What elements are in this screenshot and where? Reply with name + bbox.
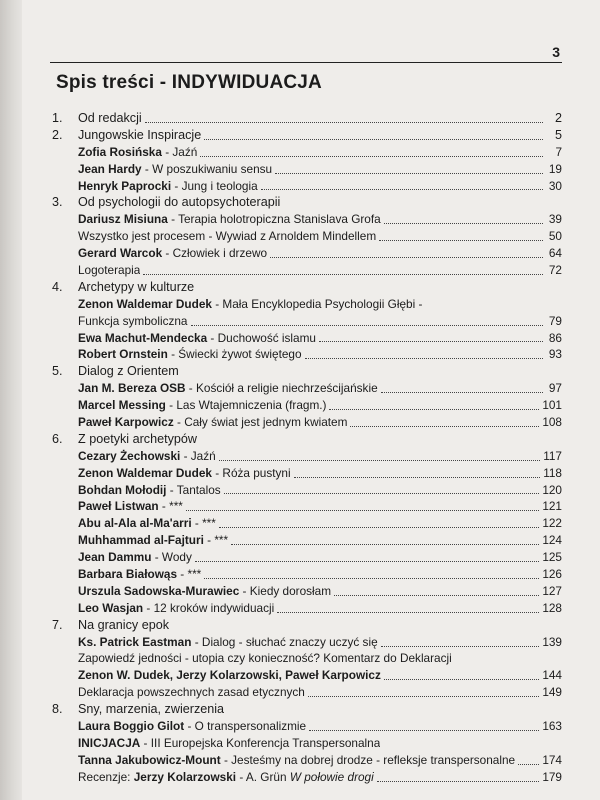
header-rule xyxy=(50,62,562,63)
entry-text xyxy=(78,532,228,549)
toc-entry-row xyxy=(52,330,562,347)
entry-text xyxy=(78,667,381,684)
dot-leader xyxy=(261,188,543,190)
toc-entry-row xyxy=(52,448,562,465)
page-ref: 163 xyxy=(542,719,562,734)
toc-entry-row xyxy=(52,515,562,532)
entry-text xyxy=(78,313,188,330)
entry-title: Zapowiedź jedności - utopia czy konieczność? Komentarz do Deklaracji xyxy=(78,651,452,666)
entry-title: - *** xyxy=(177,567,202,582)
table-of-contents xyxy=(52,110,562,786)
entry-text xyxy=(78,414,347,431)
toc-section-row xyxy=(52,279,562,296)
entry-title: - Kościół a religie niechrześcijańskie xyxy=(185,381,378,396)
section-title: Archetypy w kulturze xyxy=(78,279,195,294)
entry-author: Henryk Paprocki xyxy=(78,178,172,193)
title-main: INDYWIDUACJA xyxy=(171,72,322,93)
page-ref: 117 xyxy=(543,448,562,463)
page-ref: 121 xyxy=(542,499,562,514)
entry-author: Tanna Jakubowicz-Mount xyxy=(78,752,221,767)
page-ref: 126 xyxy=(542,567,562,582)
dot-leader xyxy=(277,611,539,613)
page-ref: 50 xyxy=(548,229,562,244)
dot-leader xyxy=(219,526,539,528)
toc-section-row xyxy=(52,363,562,380)
page-ref: 101 xyxy=(542,398,562,413)
section-number: 5. xyxy=(52,364,63,379)
toc-entry-row xyxy=(52,651,562,668)
dot-leader xyxy=(381,645,540,647)
dot-leader xyxy=(275,172,543,174)
dot-leader xyxy=(294,476,541,478)
entry-author: Ks. Patrick Eastman xyxy=(78,634,192,649)
toc-entry-row xyxy=(52,583,562,600)
book-spine xyxy=(0,0,23,800)
toc-entry-row xyxy=(52,313,562,330)
toc-entry-row xyxy=(52,684,562,701)
toc-entry-row xyxy=(52,380,562,397)
toc-entry-row xyxy=(52,667,562,684)
dot-leader xyxy=(231,543,539,545)
dot-leader xyxy=(224,492,540,494)
dot-leader xyxy=(204,577,539,579)
entry-title: - Świecki żywot świętego xyxy=(167,347,302,362)
section-title: Dialog z Orientem xyxy=(78,364,179,379)
toc-entry-row xyxy=(52,245,562,262)
toc-entry-row xyxy=(52,600,562,617)
page-ref: 79 xyxy=(548,313,562,328)
entry-author: Gerard Warcok xyxy=(78,246,163,261)
dot-leader xyxy=(219,459,540,461)
entry-title: Deklaracja powszechnych zasad etycznych xyxy=(78,685,305,700)
entry-text xyxy=(78,701,224,718)
entry-title: - *** xyxy=(191,516,216,531)
dot-leader xyxy=(305,357,543,359)
entry-text xyxy=(78,735,380,752)
entry-title: - Jung i teologia xyxy=(171,178,258,193)
toc-entry-row xyxy=(52,346,562,363)
toc-entry-row xyxy=(52,735,562,752)
entry-title: - *** xyxy=(203,533,229,548)
section-number: 4. xyxy=(52,279,63,294)
page-ref: 179 xyxy=(542,769,562,784)
page-ref: 118 xyxy=(543,465,562,480)
toc-section-row xyxy=(52,194,562,211)
dot-leader xyxy=(195,560,539,562)
page-ref: 124 xyxy=(542,533,562,548)
entry-text xyxy=(78,566,201,583)
entry-text xyxy=(78,583,331,600)
page-title xyxy=(56,72,322,94)
dot-leader xyxy=(350,425,539,427)
entry-title: Wszystko jest procesem - Wywiad z Arnoldem Mindellem xyxy=(78,229,377,244)
section-number: 7. xyxy=(52,617,63,632)
page-ref: 39 xyxy=(548,212,562,227)
page-number: 3 xyxy=(552,44,560,60)
entry-title: - Mała Encyklopedia Psychologii Głębi - xyxy=(211,296,423,311)
dot-leader xyxy=(204,138,543,140)
entry-text xyxy=(78,617,169,634)
page-ref: 139 xyxy=(542,634,562,649)
entry-text xyxy=(78,211,381,228)
toc-entry-row xyxy=(52,566,562,583)
entry-text xyxy=(78,482,221,499)
entry-title: - A. Grün xyxy=(236,769,290,784)
entry-author: Urszula Sadowska-Murawiec xyxy=(78,583,240,598)
entry-title: - Duchowość islamu xyxy=(207,330,316,345)
page-ref: 72 xyxy=(548,263,562,277)
entry-author: Marcel Messing xyxy=(78,398,166,413)
entry-author: Ewa Machut-Mendecka xyxy=(78,330,208,345)
dot-leader xyxy=(384,222,543,224)
entry-author: INICJACJA xyxy=(78,735,141,750)
dot-leader xyxy=(329,408,539,410)
entry-text xyxy=(78,549,192,566)
page-ref: 97 xyxy=(548,381,562,396)
section-title: Od psychologii do autopsychoterapii xyxy=(78,195,281,210)
entry-author: Paweł Listwan xyxy=(78,499,159,514)
entry-author: Jean Hardy xyxy=(78,161,142,176)
entry-title: - Las Wtajemniczenia (fragm.) xyxy=(165,398,327,413)
toc-entry-row xyxy=(52,262,562,279)
dot-leader xyxy=(270,256,543,258)
entry-author: Jerzy Kolarzowski xyxy=(133,769,237,784)
dot-leader xyxy=(308,695,539,697)
page-ref: 144 xyxy=(542,668,562,683)
entry-title: - Jaźń xyxy=(180,448,216,463)
toc-entry-row xyxy=(52,718,562,735)
entry-title: - Tantalos xyxy=(166,482,221,497)
entry-author: Leo Wasjan xyxy=(78,600,144,615)
entry-title: - Terapia holotropiczna Stanislava Grofa xyxy=(167,212,381,227)
entry-author: Robert Ornstein xyxy=(78,347,168,362)
section-title: Na granicy epok xyxy=(78,617,170,632)
page-ref: 19 xyxy=(548,161,562,176)
entry-title: - Człowiek i drzewo xyxy=(162,246,268,261)
section-title: Jungowskie Inspiracje xyxy=(78,127,202,142)
entry-text xyxy=(78,363,179,380)
entry-text xyxy=(78,600,274,617)
entry-author: Zenon Waldemar Dudek xyxy=(78,465,212,480)
title-prefix: Spis treści - xyxy=(56,72,172,93)
section-title: Sny, marzenia, zwierzenia xyxy=(78,702,225,717)
entry-author: Jan M. Bereza OSB xyxy=(78,381,186,396)
entry-text xyxy=(78,769,374,786)
entry-title: Funkcja symboliczna xyxy=(78,313,188,328)
page-ref: 127 xyxy=(542,583,562,598)
page-ref: 128 xyxy=(542,600,562,615)
toc-entry-row xyxy=(52,178,562,195)
entry-text xyxy=(78,330,316,347)
section-number: 1. xyxy=(52,110,63,125)
toc-entry-row xyxy=(52,228,562,245)
page-ref: 174 xyxy=(542,752,562,767)
entry-text xyxy=(78,346,302,363)
entry-text xyxy=(78,144,197,161)
page-ref: 108 xyxy=(542,415,562,430)
entry-title: - O transpersonalizmie xyxy=(184,719,307,734)
dot-leader xyxy=(186,509,539,511)
entry-title: W połowie drogi xyxy=(289,769,374,784)
entry-title: - III Europejska Konferencja Transpersonalna xyxy=(140,735,381,750)
dot-leader xyxy=(309,729,539,731)
toc-section-row xyxy=(52,431,562,448)
entry-author: Laura Boggio Gilot xyxy=(78,719,185,734)
page-ref: 5 xyxy=(554,127,562,142)
entry-author: Muhhammad al-Fajturi xyxy=(78,533,204,548)
entry-text xyxy=(78,127,201,144)
entry-text xyxy=(78,752,515,769)
entry-title: Logoterapia xyxy=(78,263,141,277)
page-ref: 7 xyxy=(555,144,562,159)
entry-author: Dariusz Misiuna xyxy=(78,212,168,227)
toc-entry-row xyxy=(52,769,562,786)
section-title: Od redakcji xyxy=(78,110,142,125)
entry-author: Jean Dammu xyxy=(78,550,152,565)
toc-entry-row xyxy=(52,414,562,431)
entry-title: - Róża pustyni xyxy=(211,465,291,480)
dot-leader xyxy=(334,594,539,596)
dot-leader xyxy=(191,324,544,326)
entry-text xyxy=(78,194,280,211)
entry-author: Bohdan Mołodij xyxy=(78,482,167,497)
dot-leader xyxy=(319,340,543,342)
entry-text xyxy=(78,161,272,178)
section-number: 6. xyxy=(52,431,63,446)
entry-text xyxy=(78,397,326,414)
toc-section-row xyxy=(52,617,562,634)
section-title: Z poetyki archetypów xyxy=(78,431,197,446)
entry-text xyxy=(78,515,216,532)
entry-text xyxy=(78,110,142,127)
dot-leader xyxy=(384,678,539,680)
page-ref: 64 xyxy=(548,246,562,261)
toc-section-row xyxy=(52,701,562,718)
entry-text xyxy=(78,228,376,245)
dot-leader xyxy=(143,273,543,275)
dot-leader xyxy=(145,121,543,123)
entry-text xyxy=(78,684,305,701)
entry-text xyxy=(78,465,291,482)
entry-text xyxy=(78,431,197,448)
toc-entry-row xyxy=(52,144,562,161)
entry-title: - Kiedy dorosłam xyxy=(239,583,332,598)
toc-entry-row xyxy=(52,634,562,651)
entry-title: - Wody xyxy=(151,550,192,565)
page-ref: 93 xyxy=(548,347,562,362)
entry-text xyxy=(78,380,378,397)
entry-title: - 12 kroków indywiduacji xyxy=(143,600,275,615)
entry-author: Zenon W. Dudek, Jerzy Kolarzowski, Paweł Karpowicz xyxy=(78,668,381,683)
entry-text xyxy=(78,262,140,279)
entry-text xyxy=(78,296,422,313)
dot-leader xyxy=(518,763,539,765)
toc-entry-row xyxy=(52,211,562,228)
section-number: 3. xyxy=(52,195,63,210)
page-ref: 30 xyxy=(548,178,562,193)
entry-title: - Jaźń xyxy=(161,144,198,159)
entry-text xyxy=(78,245,267,262)
section-number: 2. xyxy=(52,127,63,142)
entry-title: - Dialog - słuchać znaczy uczyć się xyxy=(191,634,378,649)
toc-entry-row xyxy=(52,397,562,414)
entry-title: - Cały świat jest jednym kwiatem xyxy=(173,415,348,430)
toc-entry-row xyxy=(52,161,562,178)
entry-text xyxy=(78,634,378,651)
toc-entry-row xyxy=(52,498,562,515)
entry-text xyxy=(78,178,258,195)
entry-text xyxy=(78,498,183,515)
dot-leader xyxy=(381,391,543,393)
entry-title: - W poszukiwaniu sensu xyxy=(141,161,273,176)
entry-text xyxy=(78,718,306,735)
toc-entry-row xyxy=(52,465,562,482)
dot-leader xyxy=(200,155,543,157)
toc-entry-row xyxy=(52,752,562,769)
entry-text xyxy=(78,279,194,296)
entry-author: Zenon Waldemar Dudek xyxy=(78,296,212,311)
toc-entry-row xyxy=(52,482,562,499)
dot-leader xyxy=(377,780,540,782)
entry-title: Recenzje: xyxy=(78,769,134,784)
entry-author: Cezary Żechowski xyxy=(78,448,181,463)
section-number: 8. xyxy=(52,702,63,717)
entry-title: - *** xyxy=(158,499,183,514)
page-ref: 2 xyxy=(554,110,562,125)
entry-author: Zofia Rosińska xyxy=(78,144,162,159)
entry-title: - Jesteśmy na dobrej drodze - refleksje transpersonalne xyxy=(220,752,516,767)
toc-section-row xyxy=(52,110,562,127)
page-ref: 122 xyxy=(542,516,562,531)
toc-entry-row xyxy=(52,549,562,566)
entry-author: Abu al-Ala al-Ma'arri xyxy=(78,516,192,531)
dot-leader xyxy=(379,239,543,241)
entry-author: Barbara Białowąs xyxy=(78,567,178,582)
page-ref: 149 xyxy=(542,685,562,700)
toc-entry-row xyxy=(52,296,562,313)
page-ref: 120 xyxy=(542,482,562,497)
toc-entry-row xyxy=(52,532,562,549)
page-ref: 86 xyxy=(548,330,562,345)
entry-text xyxy=(78,650,452,667)
entry-text xyxy=(78,448,216,465)
toc-section-row xyxy=(52,127,562,144)
page-ref: 125 xyxy=(542,550,562,565)
entry-author: Paweł Karpowicz xyxy=(78,415,174,430)
